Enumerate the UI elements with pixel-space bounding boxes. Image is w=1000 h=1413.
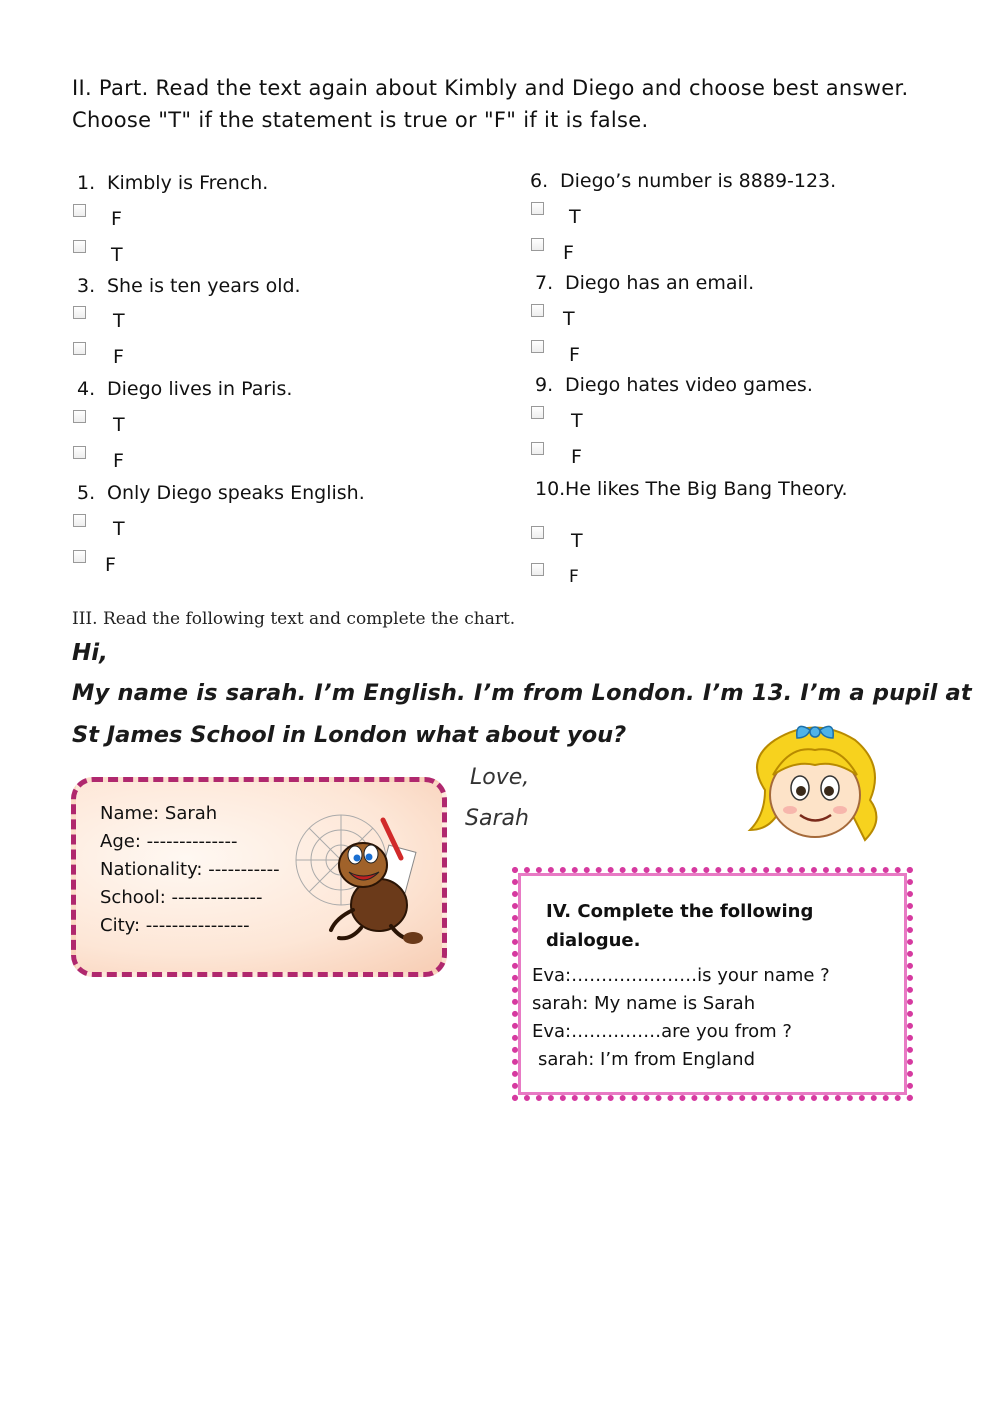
girl-face-illustration [735,720,895,850]
answer-option[interactable]: T [531,526,651,554]
letter-closing: Love, [470,765,530,790]
question-4: 4. Diego lives in Paris. [77,378,293,400]
answer-option[interactable]: T [531,304,651,332]
answer-option[interactable]: F [73,204,193,232]
checkbox[interactable] [73,342,86,355]
answer-option[interactable]: F [531,238,651,266]
dialogue-line-4: sarah: I’m from England [538,1049,756,1070]
letter-greeting: Hi, [72,640,108,666]
answer-option[interactable]: T [73,410,193,438]
checkbox[interactable] [531,526,544,539]
checkbox[interactable] [531,442,544,455]
part3-instruction: III. Read the following text and complete the chart. [72,609,516,629]
checkbox[interactable] [531,563,544,576]
checkbox[interactable] [73,446,86,459]
answer-option[interactable]: F [531,340,651,368]
card-school: School: -------------- [100,887,263,908]
checkbox[interactable] [531,202,544,215]
card-city: City: ---------------- [100,915,250,936]
dialogue-line-3: Eva:……………are you from ? [532,1021,792,1042]
answer-option[interactable]: F [73,342,193,370]
letter-line-2: St James School in London what about you? [72,722,627,748]
card-age: Age: -------------- [100,831,238,852]
card-name: Name: Sarah [100,803,218,824]
letter-signature: Sarah [465,806,529,831]
part2-instruction: II. Part. Read the text again about Kimbly and Diego and choose best answer. Choose "T" if the statement is true or "F" if it is false. [72,76,909,132]
question-6: 6. Diego’s number is 8889-123. [530,170,837,192]
info-card [71,777,447,977]
answer-option[interactable]: T [73,306,193,334]
question-7: 7. Diego has an email. [535,272,755,294]
checkbox[interactable] [531,304,544,317]
dialogue-box [512,867,913,1101]
question-3: 3. She is ten years old. [77,275,301,297]
dialogue-line-2: sarah: My name is Sarah [532,993,756,1014]
checkbox[interactable] [531,406,544,419]
question-5: 5. Only Diego speaks English. [77,482,365,504]
card-nationality: Nationality: ----------- [100,859,280,880]
dialogue-heading: IV. Complete the following dialogue. [546,901,814,951]
checkbox[interactable] [73,410,86,423]
letter-line-1: My name is sarah. I’m English. I’m from London. I’m 13. I’m a pupil at [72,680,972,706]
checkbox[interactable] [73,240,86,253]
checkbox[interactable] [73,514,86,527]
answer-option[interactable]: F [531,563,651,591]
checkbox[interactable] [73,204,86,217]
question-10: 10.He likes The Big Bang Theory. [535,478,848,500]
answer-option[interactable]: F [73,446,193,474]
checkbox[interactable] [531,238,544,251]
answer-option[interactable]: T [531,202,651,230]
answer-option[interactable]: F [73,550,193,578]
checkbox[interactable] [531,340,544,353]
question-1: 1. Kimbly is French. [77,172,269,194]
question-9: 9. Diego hates video games. [535,374,813,396]
spider-illustration [291,810,436,960]
checkbox[interactable] [73,550,86,563]
answer-option[interactable]: T [531,406,651,434]
answer-option[interactable]: T [73,240,193,268]
checkbox[interactable] [73,306,86,319]
answer-option[interactable]: T [73,514,193,542]
dialogue-line-1: Eva:…………………is your name ? [532,965,830,986]
answer-option[interactable]: F [531,442,651,470]
